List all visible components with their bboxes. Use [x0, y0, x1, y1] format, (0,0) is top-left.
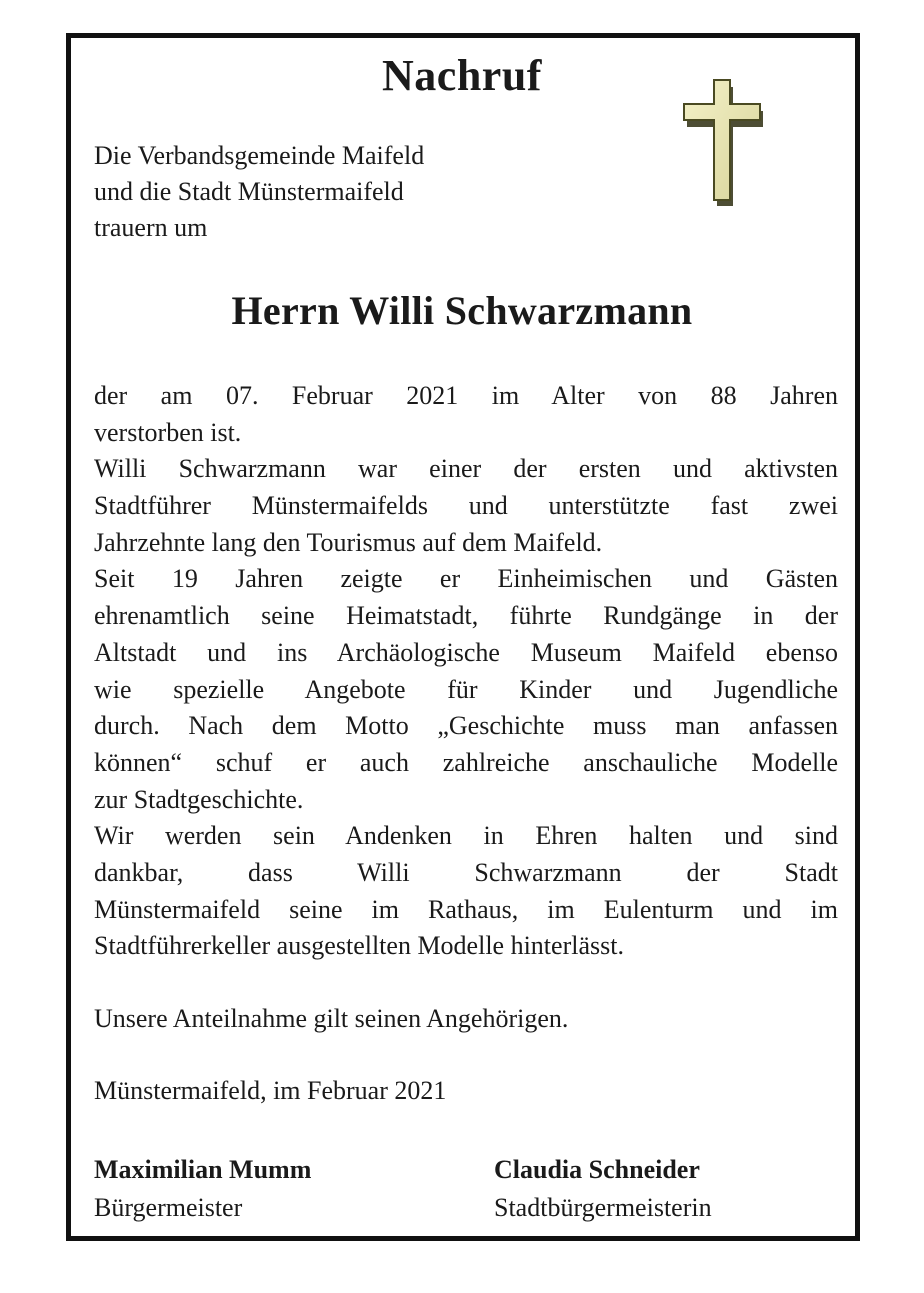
intro-line: trauern um	[94, 213, 208, 242]
intro-block	[94, 138, 424, 246]
text-line: verstorben ist.	[94, 417, 242, 447]
text-line: Stadtführer Münstermaifelds und unterstützte fast zwei	[94, 491, 838, 521]
intro-line: und die Stadt Münstermaifeld	[94, 177, 404, 206]
text-line: Seit 19 Jahren zeigte er Einheimischen und Gästen	[94, 564, 838, 594]
signatory-role: Bürgermeister	[94, 1193, 243, 1222]
signatory-name: Claudia Schneider	[494, 1155, 700, 1184]
page-title: Nachruf	[382, 51, 542, 100]
text-line: Willi Schwarzmann war einer der ersten und aktivsten	[94, 454, 838, 484]
text-line: durch. Nach dem Motto „Geschichte muss man anfassen	[94, 711, 838, 741]
signature-block-mayor	[94, 1151, 311, 1227]
signatory-role: Stadtbürgermeisterin	[494, 1193, 712, 1222]
intro-line: Die Verbandsgemeinde Maifeld	[94, 141, 425, 170]
text-line: können“ schuf er auch zahlreiche anschauliche Modelle	[94, 747, 838, 777]
honoree-name: Herrn Willi Schwarzmann	[231, 288, 693, 333]
text-line: zur Stadtgeschichte.	[94, 784, 304, 814]
text-line: ehrenamtlich seine Heimatstadt, führte Rundgänge in der	[94, 601, 838, 631]
text-line: dankbar, dass Willi Schwarzmann der Stadt	[94, 857, 838, 887]
text-line: Jahrzehnte lang den Tourismus auf dem Maifeld.	[94, 527, 603, 557]
text-line: der am 07. Februar 2021 im Alter von 88 Jahren	[94, 381, 838, 410]
text-line: Stadtführerkeller ausgestellten Modelle hinterlässt.	[94, 931, 624, 961]
text-line: Altstadt und ins Archäologische Museum Maifeld ebenso	[94, 637, 838, 667]
text-line: Münstermaifeld seine im Rathaus, im Eulenturm und im	[94, 894, 838, 924]
condolence-text: Unsere Anteilnahme gilt seinen Angehörigen.	[94, 1004, 569, 1033]
signatory-name: Maximilian Mumm	[94, 1155, 312, 1184]
place-date: Münstermaifeld, im Februar 2021	[94, 1076, 447, 1105]
cross-icon	[678, 76, 766, 206]
text-line: wie spezielle Angebote für Kinder und Jugendliche	[94, 674, 838, 704]
obituary-text	[94, 378, 838, 965]
text-line: Wir werden sein Andenken in Ehren halten und sind	[94, 821, 838, 851]
signature-block-city-mayor	[494, 1151, 712, 1227]
